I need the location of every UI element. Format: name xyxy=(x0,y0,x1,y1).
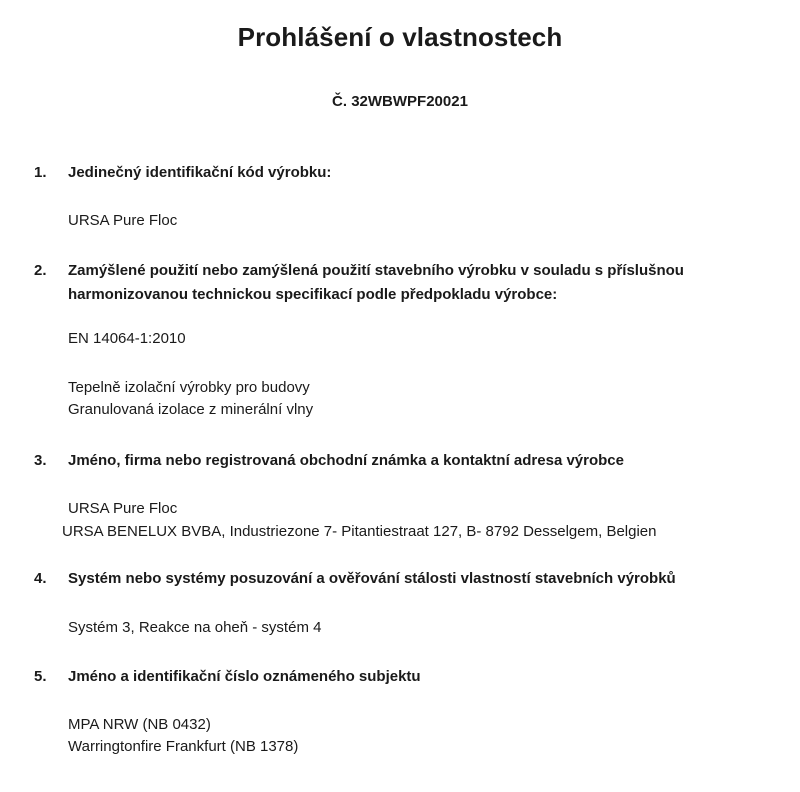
section-5-number: 5. xyxy=(34,668,47,685)
section-1 xyxy=(34,161,774,185)
section-2-line-1: EN 14064-1:2010 xyxy=(68,330,186,347)
section-5-line-1: MPA NRW (NB 0432) xyxy=(68,716,211,733)
document-title: Prohlášení o vlastnostech xyxy=(237,22,563,52)
section-5 xyxy=(34,665,774,689)
section-2-line-2: Tepelně izolační výrobky pro budovy xyxy=(68,379,310,396)
section-4-line-1: Systém 3, Reakce na oheň - systém 4 xyxy=(68,619,322,636)
section-4-heading: Systém nebo systémy posuzování a ověřování stálosti vlastností stavebních výrobků xyxy=(68,570,676,587)
section-2 xyxy=(34,259,774,307)
section-1-heading: Jedinečný identifikační kód výrobku: xyxy=(68,164,332,181)
section-4 xyxy=(34,567,774,591)
section-2-number: 2. xyxy=(34,262,47,279)
section-3-line-1: URSA Pure Floc xyxy=(68,500,178,517)
document-number: Č. 32WBWPF20021 xyxy=(332,93,468,110)
section-1-number: 1. xyxy=(34,164,47,181)
section-2-heading: Zamýšlené použití nebo zamýšlená použití stavebního výrobku v souladu s příslušnou harmonizovanou technickou specifikací podle předpokladu výrobce: xyxy=(68,262,684,303)
section-3 xyxy=(34,449,774,473)
section-3-heading: Jméno, firma nebo registrovaná obchodní známka a kontaktní adresa výrobce xyxy=(68,452,624,469)
section-3-line-2: URSA BENELUX BVBA, Industriezone 7- Pitantiestraat 127, B- 8792 Desselgem, Belgien xyxy=(62,523,657,540)
section-5-heading: Jméno a identifikační číslo oznámeného subjektu xyxy=(68,668,421,685)
section-5-line-2: Warringtonfire Frankfurt (NB 1378) xyxy=(68,738,299,755)
section-2-line-3: Granulovaná izolace z minerální vlny xyxy=(68,401,314,418)
section-3-number: 3. xyxy=(34,452,47,469)
section-4-number: 4. xyxy=(34,570,47,587)
section-1-line-1: URSA Pure Floc xyxy=(68,212,178,229)
